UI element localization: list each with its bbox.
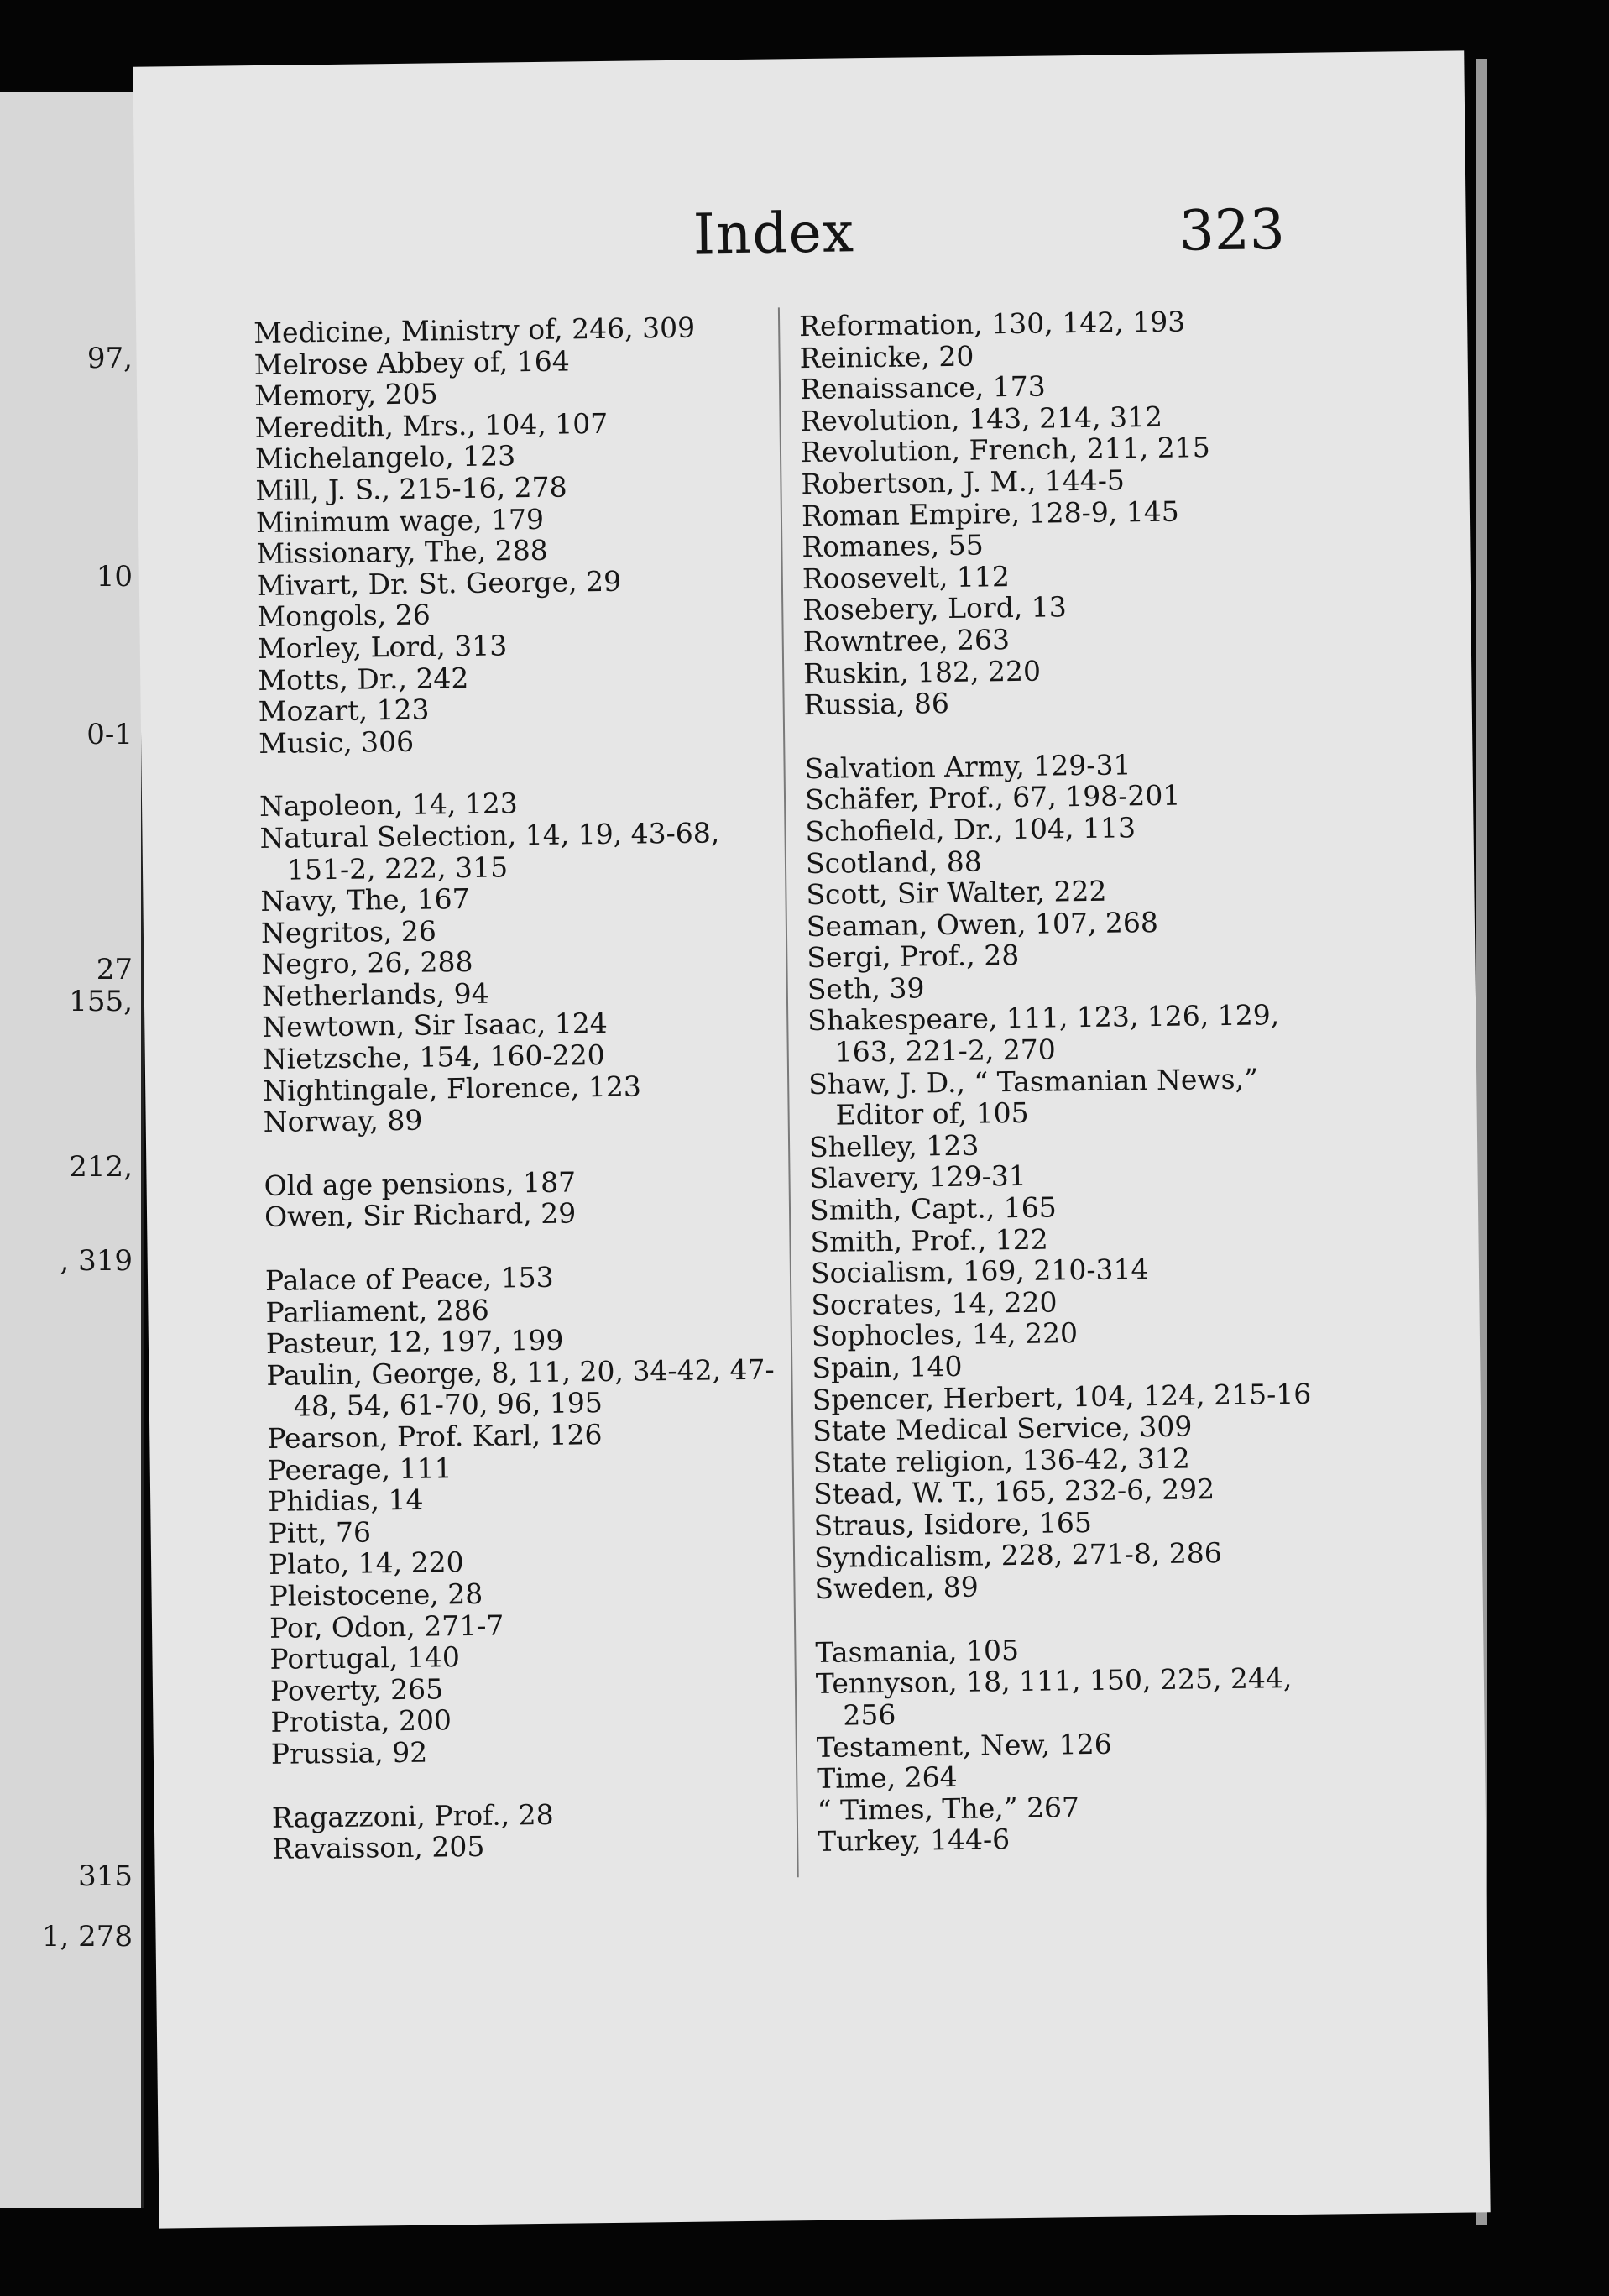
index-entry: Portugal, 140 [269, 1640, 461, 1676]
index-entry: Ragazzoni, Prof., 28 [271, 1797, 554, 1834]
index-entry: Netherlands, 94 [261, 976, 489, 1012]
index-entry: Parliament, 286 [265, 1293, 489, 1329]
index-entry: Pearson, Prof. Karl, 126 [267, 1418, 603, 1455]
previous-page-sliver [0, 92, 141, 2208]
index-entry: Revolution, 143, 214, 312 [800, 400, 1163, 437]
index-entry: Mozart, 123 [258, 693, 430, 729]
index-entry: Spencer, Herbert, 104, 124, 215-16 [812, 1377, 1312, 1416]
index-entry: Prussia, 92 [270, 1735, 428, 1770]
index-entry: Spain, 140 [812, 1349, 963, 1385]
index-entry: Socrates, 14, 220 [811, 1285, 1058, 1321]
index-entry: Negritos, 26 [260, 914, 437, 949]
index-entry: Navy, The, 167 [260, 882, 470, 918]
index-entry: Mivart, Dr. St. George, 29 [256, 564, 622, 602]
index-entry: Minimum wage, 179 [255, 502, 545, 539]
index-entry: Por, Odon, 271-7 [269, 1608, 504, 1645]
index-entry: Memory, 205 [253, 377, 438, 413]
index-entry: Mill, J. S., 215-16, 278 [255, 470, 567, 508]
index-entry: Schofield, Dr., 104, 113 [805, 811, 1136, 848]
index-entry: Protista, 200 [270, 1703, 452, 1739]
index-entry: Palace of Peace, 153 [264, 1260, 554, 1297]
index-entry: Melrose Abbey of, 164 [253, 344, 570, 381]
previous-page-fragment: 315 [78, 1859, 133, 1893]
index-entry: Pleistocene, 28 [269, 1577, 483, 1613]
index-entry: Socialism, 169, 210-314 [810, 1253, 1149, 1290]
index-entry: Smith, Capt., 165 [809, 1190, 1057, 1227]
index-entry: Pasteur, 12, 197, 199 [265, 1323, 564, 1361]
index-entry: Shelley, 123 [808, 1128, 980, 1164]
index-entry: Michelangelo, 123 [254, 439, 516, 476]
index-entry: Tennyson, 18, 111, 150, 225, 244, 256 [815, 1661, 1293, 1732]
index-page [133, 50, 1490, 2228]
index-entry: Poverty, 265 [269, 1672, 444, 1708]
index-entry: Sweden, 89 [814, 1570, 980, 1606]
index-entry: Nightingale, Florence, 123 [262, 1070, 642, 1107]
previous-page-fragment: 1, 278 [41, 1920, 133, 1953]
index-entry: Morley, Lord, 313 [257, 629, 508, 665]
index-entry: Nietzsche, 154, 160-220 [262, 1038, 605, 1076]
index-entry: Stead, W. T., 165, 232-6, 292 [812, 1472, 1215, 1511]
index-entry: Norway, 89 [263, 1103, 423, 1139]
index-entry: Renaissance, 173 [799, 369, 1046, 406]
previous-page-fragment: 97, [86, 342, 133, 375]
index-entry: Robertson, J. M., 144-5 [801, 463, 1126, 501]
index-entry: Meredith, Mrs., 104, 107 [254, 406, 609, 444]
index-entry: Rosebery, Lord, 13 [802, 590, 1068, 627]
index-entry: Ravaisson, 205 [272, 1829, 485, 1866]
index-entry: Motts, Dr., 242 [258, 661, 469, 697]
index-entry: Missionary, The, 288 [256, 533, 548, 571]
index-entry: Napoleon, 14, 123 [259, 787, 519, 824]
index-entry: Pitt, 76 [268, 1515, 372, 1550]
index-entry: Shaw, J. D., “ Tasmanian News,” Editor of, 105 [807, 1062, 1259, 1132]
index-entry: Scott, Sir Walter, 222 [806, 874, 1107, 912]
index-column-left [253, 311, 792, 1865]
index-entry: Time, 264 [817, 1760, 958, 1796]
index-entry: Smith, Prof., 122 [810, 1222, 1049, 1258]
previous-page-fragment: 0-1 [86, 718, 133, 751]
index-entry: Syndicalism, 228, 271-8, 286 [813, 1535, 1222, 1574]
previous-page-fragment: 155, [69, 985, 133, 1018]
index-entry: Roosevelt, 112 [802, 559, 1011, 595]
index-column-right [799, 304, 1355, 1858]
index-entry: Testament, New, 126 [816, 1727, 1112, 1764]
index-entry: Paulin, George, 8, 11, 20, 34-42, 47-48, 54, 61-70, 96, 195 [266, 1352, 775, 1423]
index-entry: Romanes, 55 [802, 528, 984, 564]
index-entry: Peerage, 111 [267, 1451, 452, 1487]
index-entry: Mongols, 26 [257, 598, 431, 634]
index-entry: Scotland, 88 [805, 844, 982, 880]
index-entry: Shakespeare, 111, 123, 126, 129, 163, 221-2, 270 [807, 998, 1280, 1069]
index-entry: Revolution, French, 211, 215 [800, 431, 1210, 469]
previous-page-fragment: 27 [96, 953, 133, 986]
index-entry: Seth, 39 [807, 971, 925, 1006]
index-entry: “ Times, The,” 267 [817, 1790, 1080, 1827]
index-entry: State Medical Service, 309 [812, 1410, 1193, 1448]
index-entry: Russia, 86 [803, 687, 950, 722]
index-entry: Rowntree, 263 [802, 623, 1011, 659]
index-entry: Phidias, 14 [267, 1483, 424, 1519]
index-entry: Music, 306 [258, 724, 415, 760]
index-entry: Newtown, Sir Isaac, 124 [262, 1007, 608, 1044]
index-entry: Natural Selection, 14, 19, 43-68, 151-2, 222, 315 [259, 816, 720, 886]
page-title: Index [692, 200, 855, 267]
index-entry: Reinicke, 20 [799, 339, 974, 374]
index-entry: Negro, 26, 288 [261, 945, 473, 981]
index-entry: Straus, Isidore, 165 [813, 1505, 1093, 1542]
index-entry: Reformation, 130, 142, 193 [798, 305, 1186, 343]
index-entry: Plato, 14, 220 [268, 1545, 464, 1582]
index-entry: Turkey, 144-6 [817, 1823, 1011, 1859]
index-entry: Tasmania, 105 [815, 1633, 1020, 1669]
index-entry: Medicine, Ministry of, 246, 309 [253, 311, 696, 350]
index-entry: Ruskin, 182, 220 [802, 654, 1042, 690]
index-entry: Schäfer, Prof., 67, 198-201 [804, 778, 1181, 817]
index-entry: Sophocles, 14, 220 [811, 1316, 1079, 1353]
index-entry: State religion, 136-42, 312 [812, 1441, 1191, 1479]
index-entry: Owen, Sir Richard, 29 [264, 1196, 577, 1234]
previous-page-fragment: , 319 [60, 1244, 133, 1278]
index-entry: Seaman, Owen, 107, 268 [806, 905, 1159, 943]
previous-page-fragment: 212, [69, 1150, 133, 1184]
index-entry: Slavery, 129-31 [809, 1159, 1027, 1195]
previous-page-fragment: 10 [96, 560, 133, 594]
index-entry: Old age pensions, 187 [264, 1165, 577, 1202]
index-entry: Sergi, Prof., 28 [807, 939, 1020, 975]
index-entry: Roman Empire, 128-9, 145 [801, 494, 1179, 532]
page-number: 323 [1178, 197, 1286, 264]
index-entry: Salvation Army, 129-31 [804, 748, 1131, 785]
